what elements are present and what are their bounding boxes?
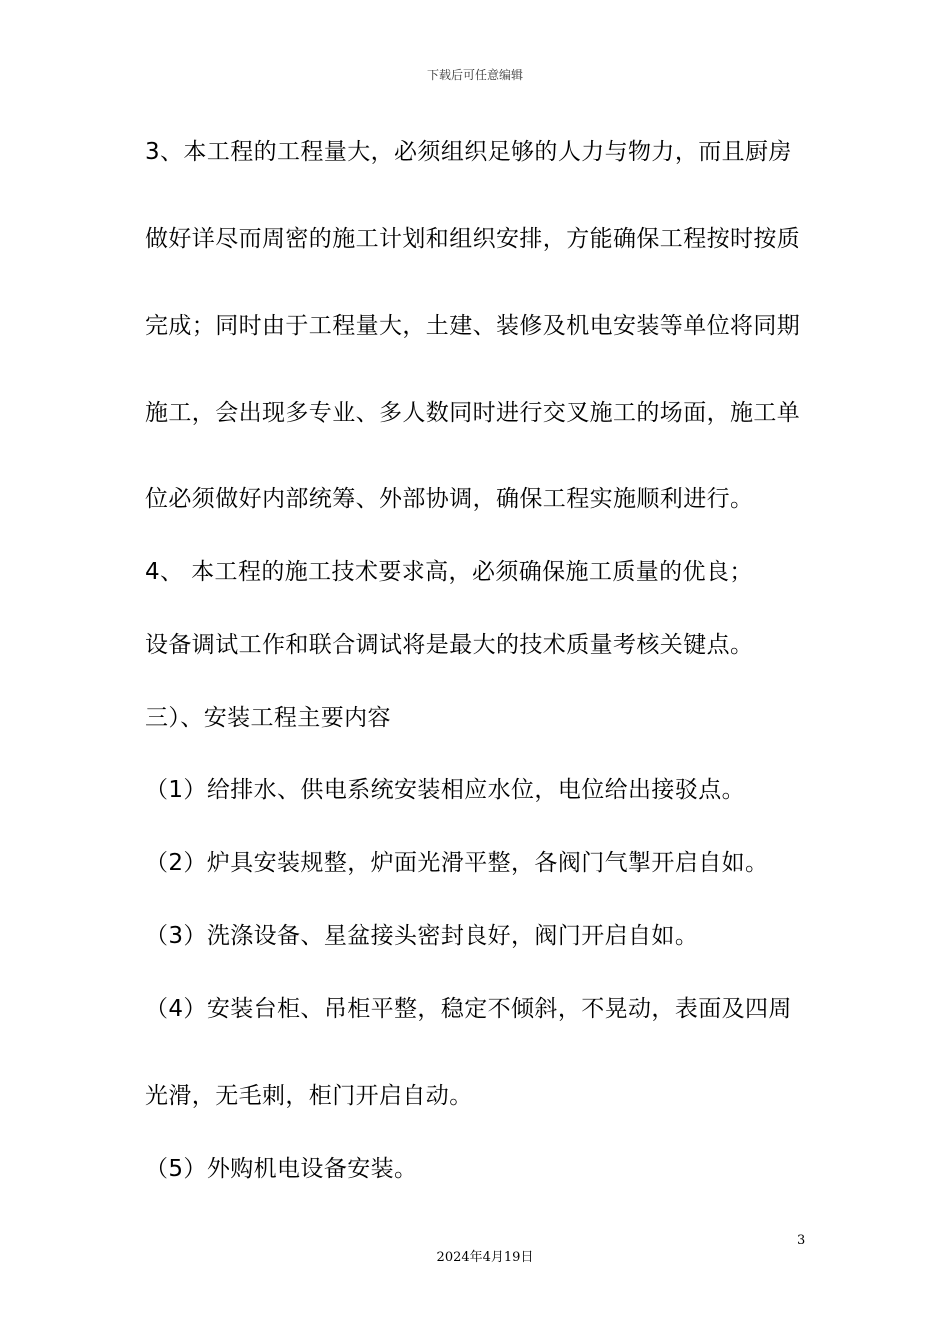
body-line: 设备调试工作和联合调试将是最大的技术质量考核关键点。 <box>145 632 754 658</box>
body-line: 施工，会出现多专业、多人数同时进行交叉施工的场面，施工单 <box>145 400 801 426</box>
body-line: 光滑，无毛刺，柜门开启自动。 <box>145 1083 473 1109</box>
page-number: 3 <box>797 1233 806 1248</box>
list-item: （3）洗涤设备、星盆接头密封良好，阀门开启自如。 <box>145 923 699 949</box>
body-line: 位必须做好内部统筹、外部协调，确保工程实施顺利进行。 <box>145 486 754 512</box>
list-item: （1）给排水、供电系统安装相应水位，电位给出接驳点。 <box>145 777 746 803</box>
body-line: 3、本工程的工程量大，必须组织足够的人力与物力，而且厨房 <box>145 139 792 165</box>
body-line: 做好详尽而周密的施工计划和组织安排，方能确保工程按时按质 <box>145 226 801 252</box>
page-header: 下载后可任意编辑 <box>426 68 523 82</box>
body-line: 4、 本工程的施工技术要求高，必须确保施工质量的优良； <box>145 559 753 585</box>
section-heading: 三）、安装工程主要内容 <box>145 705 391 731</box>
page-footer-date: 2024年4月19日 <box>436 1250 534 1265</box>
list-item: （2）炉具安装规整，炉面光滑平整，各阀门气掣开启自如。 <box>145 850 769 876</box>
list-item: （5）外购机电设备安装。 <box>145 1156 418 1182</box>
body-line: 完成；同时由于工程量大，土建、装修及机电安装等单位将同期 <box>145 313 801 339</box>
list-item: （4）安装台柜、吊柜平整，稳定不倾斜，不晃动，表面及四周 <box>145 996 792 1022</box>
